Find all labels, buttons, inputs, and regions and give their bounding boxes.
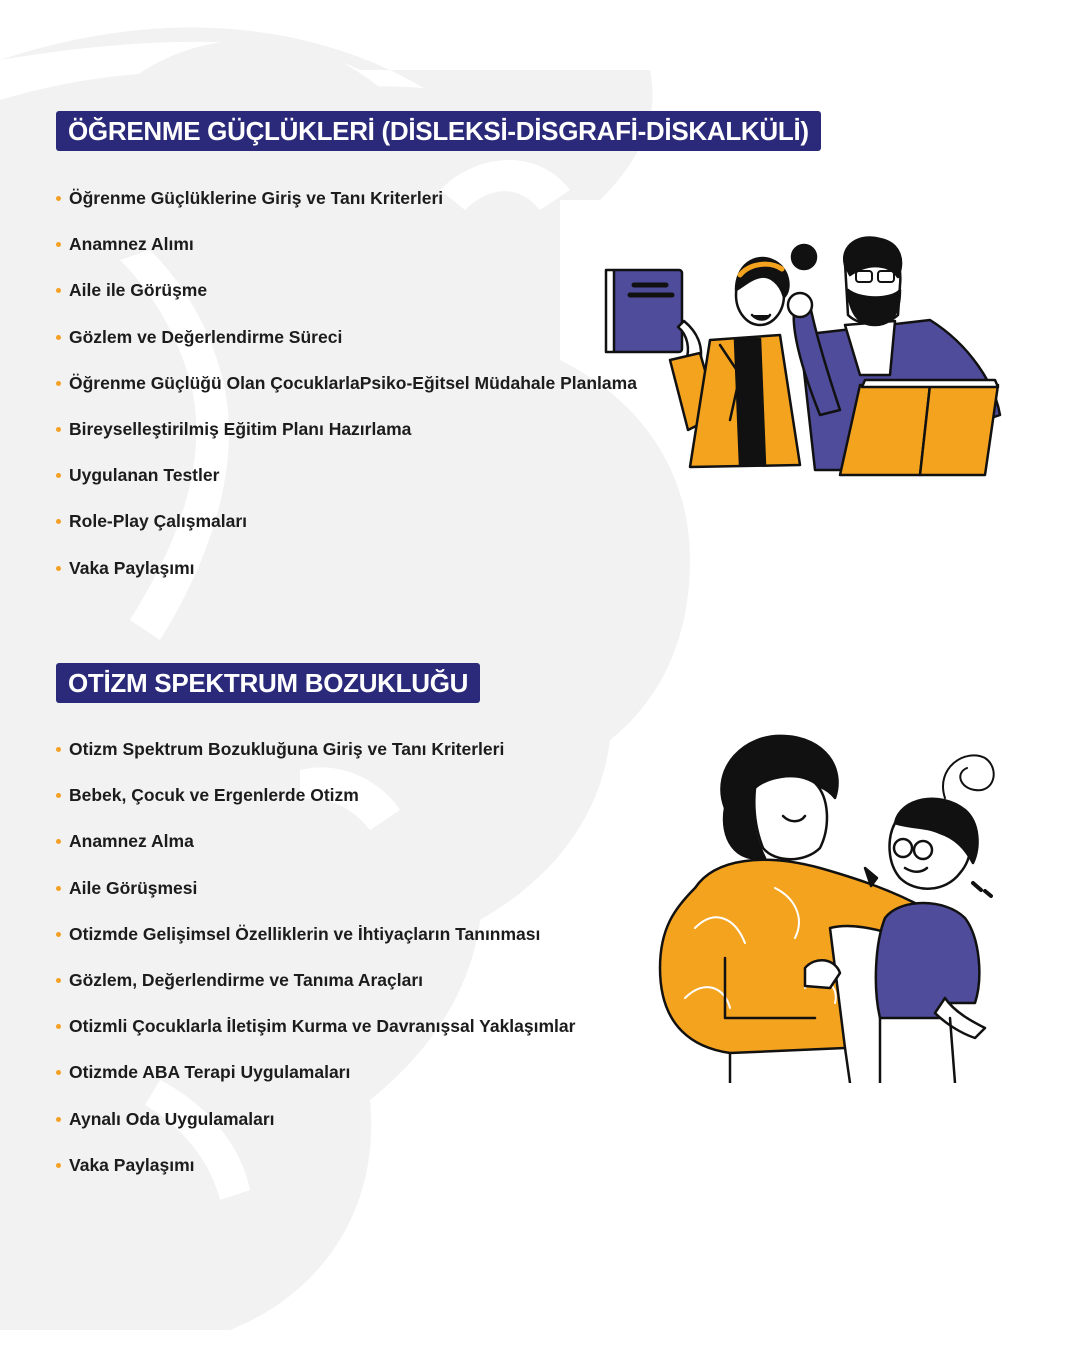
list-item: Otizmde Gelişimsel Özelliklerin ve İhtiyaçların Tanınması [56,923,575,969]
bullet-icon [56,978,61,983]
list-item: Otizmli Çocuklarla İletişim Kurma ve Davranışsal Yaklaşımlar [56,1015,575,1061]
section-autism-spectrum [56,663,576,1175]
list-item: Vaka Paylaşımı [56,1154,575,1200]
bullet-icon [56,519,61,524]
bullet-icon [56,839,61,844]
list-item: Gözlem, Değerlendirme ve Tanıma Araçları [56,969,575,1015]
bullet-icon [56,1024,61,1029]
bullet-icon [56,288,61,293]
topic-list [56,187,637,603]
section-title: ÖĞRENME GÜÇLÜKLERİ (DİSLEKSİ-DİSGRAFİ-DİSKALKÜLİ) [56,111,821,151]
bullet-icon [56,886,61,891]
bullet-icon [56,242,61,247]
list-item: Öğrenme Güçlüklerine Giriş ve Tanı Kriterleri [56,187,637,233]
bullet-icon [56,335,61,340]
bullet-icon [56,381,61,386]
topic-list [56,738,575,1200]
list-item: Uygulanan Testler [56,464,637,510]
bullet-icon [56,427,61,432]
list-item: Aile ile Görüşme [56,279,637,325]
list-item: Anamnez Alma [56,830,575,876]
list-item: Otizmde ABA Terapi Uygulamaları [56,1061,575,1107]
section-learning-difficulties [56,111,821,578]
list-item: Vaka Paylaşımı [56,557,637,603]
list-item: Role-Play Çalışmaları [56,510,637,556]
bullet-icon [56,747,61,752]
bullet-icon [56,1163,61,1168]
bullet-icon [56,473,61,478]
list-item: Öğrenme Güçlüğü Olan ÇocuklarlaPsiko-Eğitsel Müdahale Planlama [56,372,637,418]
list-item: Bebek, Çocuk ve Ergenlerde Otizm [56,784,575,830]
mother-child-illustration [655,728,1005,1083]
bullet-icon [56,793,61,798]
list-item: Bireyselleştirilmiş Eğitim Planı Hazırlama [56,418,637,464]
bullet-icon [56,1117,61,1122]
bullet-icon [56,566,61,571]
list-item: Otizm Spektrum Bozukluğuna Giriş ve Tanı Kriterleri [56,738,575,784]
teacher-student-illustration [600,235,1010,480]
bullet-icon [56,932,61,937]
list-item: Aynalı Oda Uygulamaları [56,1108,575,1154]
bullet-icon [56,196,61,201]
bullet-icon [56,1070,61,1075]
section-title: OTİZM SPEKTRUM BOZUKLUĞU [56,663,480,703]
list-item: Anamnez Alımı [56,233,637,279]
list-item: Aile Görüşmesi [56,877,575,923]
list-item: Gözlem ve Değerlendirme Süreci [56,326,637,372]
